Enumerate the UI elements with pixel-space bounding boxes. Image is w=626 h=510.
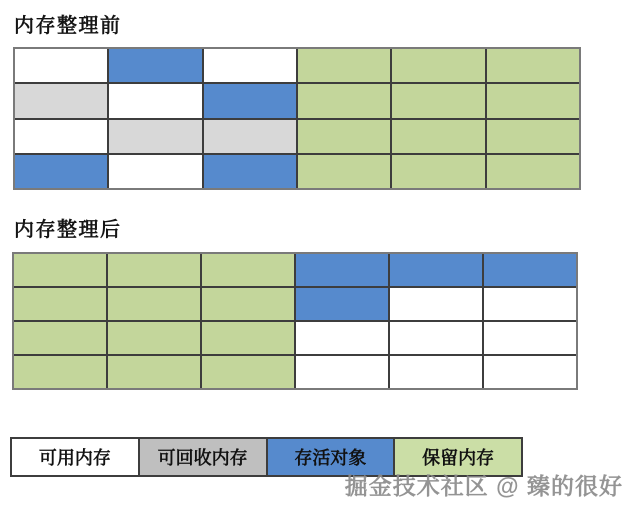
memory-cell-retained (14, 322, 106, 354)
memory-cell-live (109, 49, 201, 82)
legend-label: 存活对象 (294, 448, 367, 468)
memory-grid-after (12, 252, 578, 390)
memory-cell-retained (14, 288, 106, 320)
memory-cell-free (390, 356, 482, 388)
legend-label: 可回收内存 (157, 448, 248, 468)
memory-cell-free (109, 155, 201, 188)
memory-cell-retained (392, 120, 484, 153)
memory-cell-retained (108, 254, 200, 286)
before-compaction-title: 内存整理前 (14, 15, 122, 37)
memory-cell-free (204, 49, 296, 82)
watermark: 掘金技术社区 @ 臻的很好 (344, 473, 623, 499)
memory-cell-free (484, 288, 576, 320)
memory-cell-retained (202, 288, 294, 320)
memory-cell-reclaimable (204, 120, 296, 153)
memory-cell-retained (298, 120, 390, 153)
memory-cell-free (296, 356, 388, 388)
memory-cell-live (484, 254, 576, 286)
memory-cell-retained (392, 155, 484, 188)
memory-cell-live (296, 288, 388, 320)
memory-cell-retained (487, 84, 579, 117)
legend-item-available-memory (12, 439, 138, 475)
memory-cell-free (15, 120, 107, 153)
memory-cell-retained (298, 84, 390, 117)
memory-cell-live (204, 155, 296, 188)
memory-cell-free (390, 322, 482, 354)
memory-cell-live (296, 254, 388, 286)
memory-cell-retained (392, 84, 484, 117)
memory-cell-retained (392, 49, 484, 82)
legend-item-reclaimable-memory (140, 439, 266, 475)
memory-cell-reclaimable (15, 84, 107, 117)
memory-cell-retained (202, 322, 294, 354)
memory-cell-retained (202, 356, 294, 388)
memory-grid-before (13, 47, 581, 190)
legend-label: 可用内存 (38, 448, 111, 468)
memory-cell-reclaimable (109, 120, 201, 153)
memory-cell-free (390, 288, 482, 320)
memory-cell-live (390, 254, 482, 286)
memory-cell-retained (108, 288, 200, 320)
memory-cell-free (296, 322, 388, 354)
memory-cell-retained (298, 49, 390, 82)
memory-cell-free (484, 322, 576, 354)
memory-cell-free (15, 49, 107, 82)
memory-cell-free (484, 356, 576, 388)
legend-label: 保留内存 (422, 448, 495, 468)
memory-cell-live (15, 155, 107, 188)
after-compaction-title: 内存整理后 (14, 219, 122, 241)
memory-cell-retained (487, 49, 579, 82)
memory-cell-retained (14, 356, 106, 388)
memory-cell-retained (298, 155, 390, 188)
memory-cell-free (109, 84, 201, 117)
memory-cell-retained (202, 254, 294, 286)
memory-cell-retained (108, 356, 200, 388)
memory-cell-retained (14, 254, 106, 286)
memory-cell-retained (487, 155, 579, 188)
memory-cell-retained (487, 120, 579, 153)
memory-cell-live (204, 84, 296, 117)
memory-cell-retained (108, 322, 200, 354)
